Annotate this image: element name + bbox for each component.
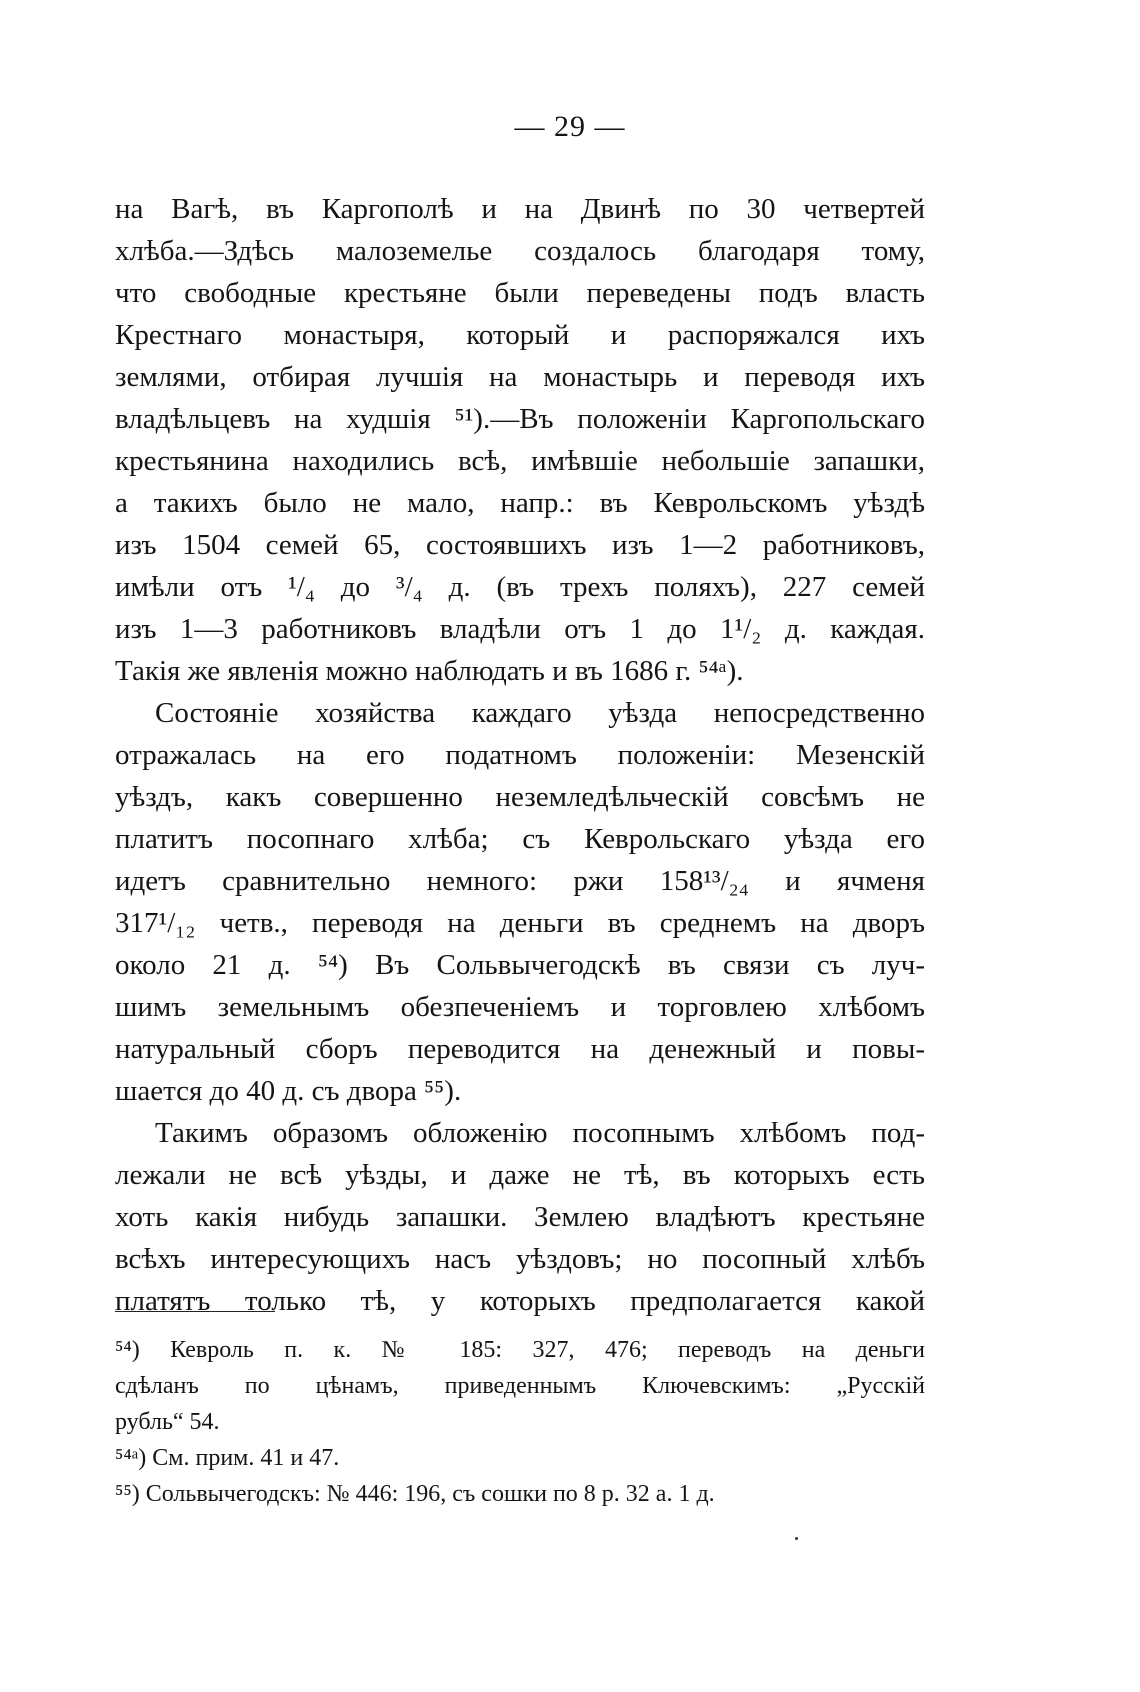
- text-line: платитъ посопнаго хлѣба; съ Кеврольскаго уѣзда его: [115, 823, 925, 855]
- paragraph-start-line: Состояніе хозяйства каждаго уѣзда непосредственно: [155, 697, 925, 729]
- text-line: крестьянина находились всѣ, имѣвшіе небольшіе запашки,: [115, 445, 925, 477]
- footnote-line: ⁵⁴ᵃ) См. прим. 41 и 47.: [115, 1445, 340, 1471]
- text-line: землями, отбирая лучшія на монастырь и переводя ихъ: [115, 361, 925, 393]
- text-line: около 21 д. ⁵⁴) Въ Сольвычегодскѣ въ связи съ луч-: [115, 949, 925, 981]
- text-line: что свободные крестьяне были переведены подъ власть: [115, 277, 925, 309]
- text-line: всѣхъ интересующихъ насъ уѣздовъ; но посопный хлѣбъ: [115, 1243, 925, 1275]
- text-line: уѣздъ, какъ совершенно неземледѣльческій совсѣмъ не: [115, 781, 925, 813]
- footnote-line: ⁵⁴) Кевроль п. к. № 185: 327, 476; переводъ на деньги: [115, 1337, 925, 1363]
- footnote-line: ⁵⁵) Сольвычегодскъ: № 446: 196, съ сошки по 8 р. 32 а. 1 д.: [115, 1481, 715, 1507]
- print-speck: [795, 1537, 798, 1540]
- text-line: натуральный сборъ переводится на денежный и повы-: [115, 1033, 925, 1065]
- text-line: хлѣба.—Здѣсь малоземелье создалось благодаря тому,: [115, 235, 925, 267]
- paragraph-start-line: Такимъ образомъ обложенію посопнымъ хлѣбомъ под-: [155, 1117, 925, 1149]
- text-line: идетъ сравнительно немного: ржи 158¹³/₂₄ и ячменя: [115, 865, 925, 897]
- text-line: изъ 1—3 работниковъ владѣли отъ 1 до 1¹/₂ д. каждая.: [115, 613, 925, 645]
- text-line: хоть какія нибудь запашки. Землею владѣютъ крестьяне: [115, 1201, 925, 1233]
- text-line: Такія же явленія можно наблюдать и въ 1686 г. ⁵⁴ᵃ).: [115, 655, 744, 687]
- text-line: лежали не всѣ уѣзды, и даже не тѣ, въ которыхъ есть: [115, 1159, 925, 1191]
- main-text: [115, 188, 925, 1322]
- text-line: а такихъ было не мало, напр.: въ Кеврольскомъ уѣздѣ: [115, 487, 925, 519]
- footnote-line: сдѣланъ по цѣнамъ, приведеннымъ Ключевскимъ: „Русскій: [115, 1373, 925, 1399]
- text-line: отражалась на его податномъ положеніи: Мезенскій: [115, 739, 925, 771]
- text-line: 317¹/₁₂ четв., переводя на деньги въ среднемъ на дворъ: [115, 907, 925, 939]
- text-line: шимъ земельнымъ обезпеченіемъ и торговлею хлѣбомъ: [115, 991, 925, 1023]
- text-line: шается до 40 д. съ двора ⁵⁵).: [115, 1075, 462, 1107]
- page-number: — 29 —: [514, 110, 626, 143]
- text-line: Крестнаго монастыря, который и распоряжался ихъ: [115, 319, 925, 351]
- text-line: имѣли отъ ¹/₄ до ³/₄ д. (въ трехъ поляхъ), 227 семей: [115, 571, 925, 603]
- text-line: изъ 1504 семей 65, состоявшихъ изъ 1—2 работниковъ,: [115, 529, 925, 561]
- footnote-divider: [115, 1311, 275, 1312]
- text-line: владѣльцевъ на худшія ⁵¹).—Въ положеніи Каргопольскаго: [115, 403, 925, 435]
- text-line: на Вагѣ, въ Каргополѣ и на Двинѣ по 30 четвертей: [115, 193, 925, 225]
- footnote-line: рубль“ 54.: [115, 1409, 220, 1435]
- text-line: платятъ только тѣ, у которыхъ предполагается какой: [115, 1285, 925, 1317]
- footnotes: [115, 1332, 925, 1512]
